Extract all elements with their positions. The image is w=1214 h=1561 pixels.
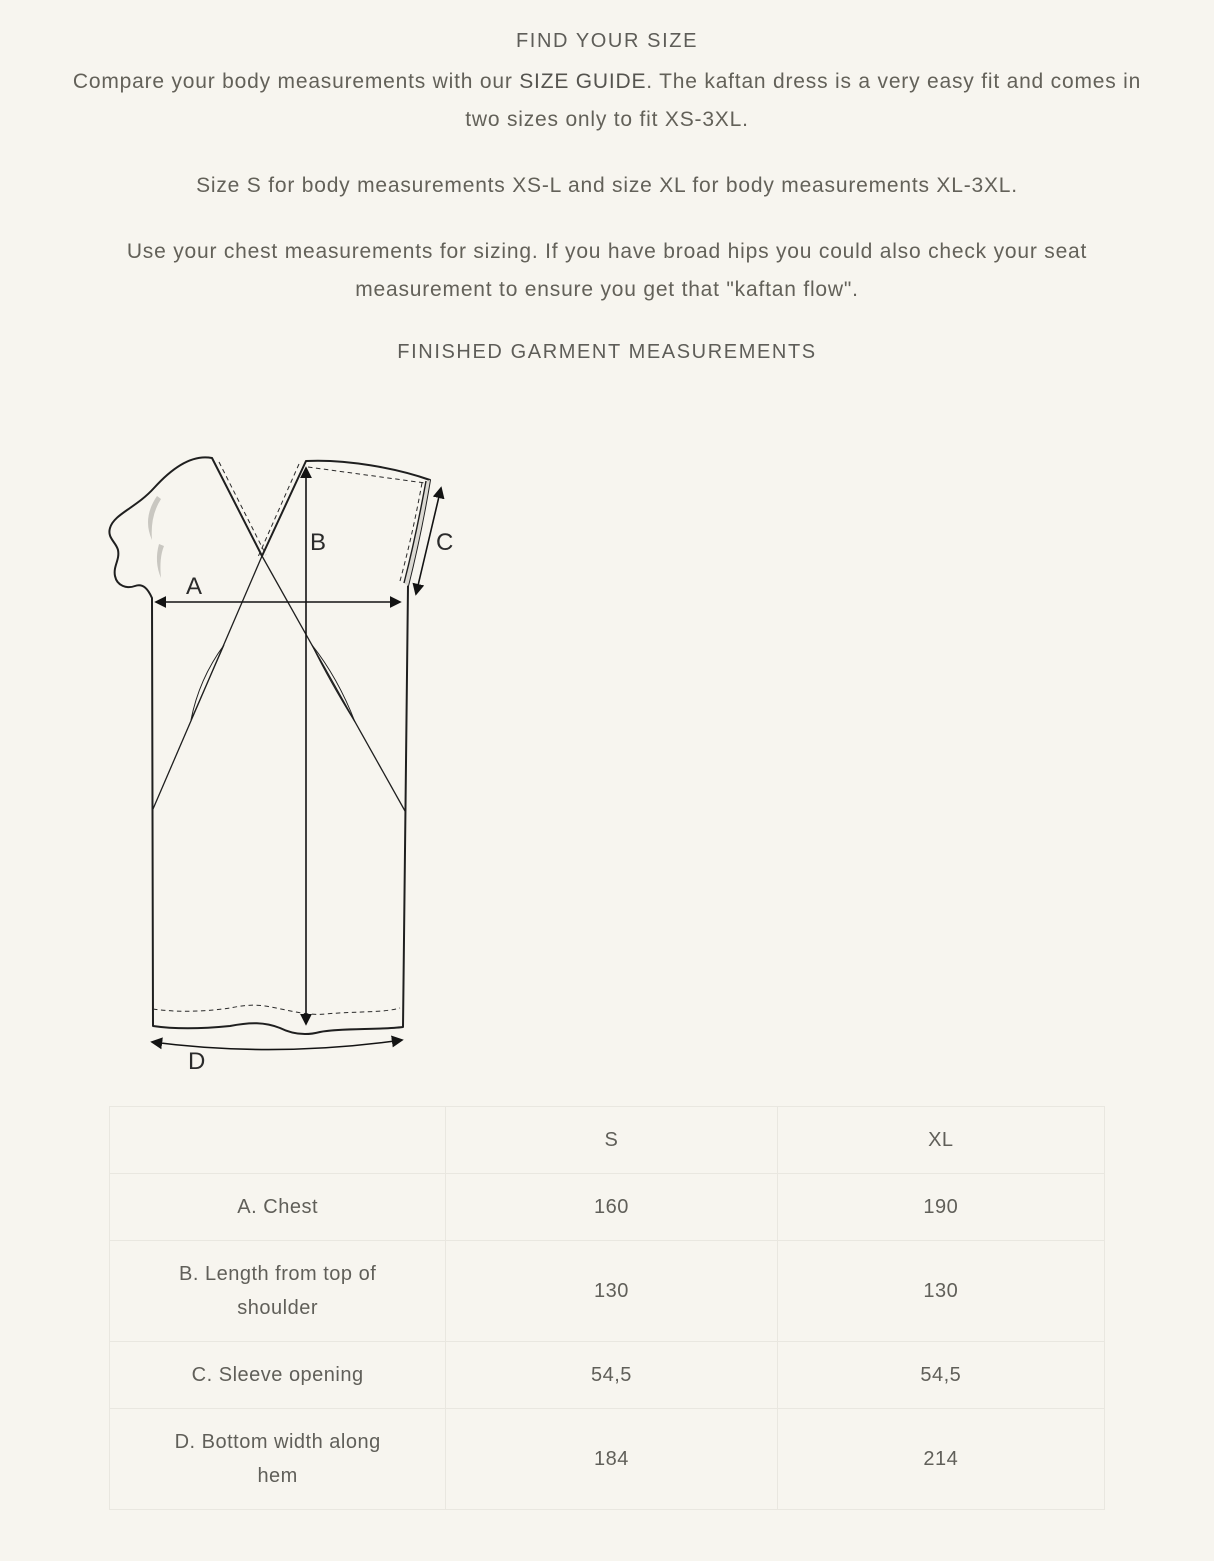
sizes-paragraph: Size S for body measurements XS-L and size XL for body measurements XL-3XL. — [196, 174, 1018, 197]
sleeve-shading-large — [148, 496, 161, 540]
sleeve-top-dashed — [308, 467, 425, 483]
size-guide-link[interactable]: SIZE GUIDE — [519, 70, 647, 93]
diagram-label-a: A — [186, 573, 204, 600]
fold-sliver-left — [191, 645, 224, 720]
garment-outline — [109, 457, 430, 1034]
row-label-bottom: D. Bottom width along hem — [110, 1409, 446, 1510]
kaftan-technical-drawing — [80, 436, 480, 1096]
neckline-dashed-left — [219, 462, 266, 555]
diagram-label-c: C — [436, 529, 455, 556]
row-label-sleeve: C. Sleeve opening — [110, 1342, 446, 1409]
table-row — [110, 1241, 1105, 1342]
intro-text-before: Compare your body measurements with our — [72, 70, 520, 93]
bottom-value-xl: 214 — [777, 1409, 1104, 1510]
sleeve-value-xl: 54,5 — [777, 1342, 1104, 1409]
finished-garment-heading: FINISHED GARMENT MEASUREMENTS — [397, 341, 817, 363]
neckline-dashed-right — [258, 464, 299, 557]
sleeve-value-s: 54,5 — [446, 1342, 777, 1409]
chest-value-s: 160 — [446, 1174, 777, 1241]
diagram-label-b: B — [310, 529, 328, 556]
length-value-xl: 130 — [777, 1241, 1104, 1342]
row-label-chest: A. Chest — [110, 1174, 446, 1241]
sleeve-shading-small — [157, 544, 164, 578]
length-value-s: 130 — [446, 1241, 777, 1342]
bottom-value-s: 184 — [446, 1409, 777, 1510]
hem-dashed — [153, 1005, 400, 1014]
kaftan-sketch-svg — [80, 436, 480, 1096]
row-label-length: B. Length from top of shoulder — [110, 1241, 446, 1342]
intro-text-after: . The kaftan dress is a very easy fit and comes in two sizes only to fit XS-3XL. — [465, 70, 1142, 131]
table-header-row — [110, 1107, 1105, 1174]
measurements-table — [109, 1106, 1105, 1510]
chest-value-xl: 190 — [777, 1174, 1104, 1241]
header-size-xl: XL — [777, 1107, 1104, 1174]
find-your-size-heading: FIND YOUR SIZE — [515, 30, 699, 52]
header-empty-cell — [110, 1107, 446, 1174]
header-size-s: S — [446, 1107, 777, 1174]
advice-paragraph: Use your chest measurements for sizing. If you have broad hips you could also check your seat measurement to ensure you get that "kaftan flow". — [126, 240, 1088, 301]
table-row — [110, 1174, 1105, 1241]
table-row — [110, 1342, 1105, 1409]
table-row — [110, 1409, 1105, 1510]
diagram-label-d: D — [188, 1048, 207, 1075]
drape-line-right — [262, 556, 405, 811]
intro-paragraph — [57, 63, 1157, 139]
